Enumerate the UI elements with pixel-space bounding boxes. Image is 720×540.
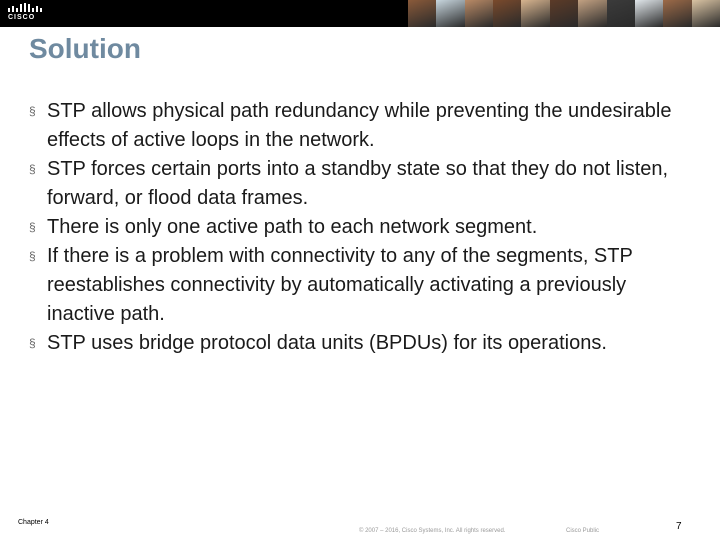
cisco-bridge-icon: [8, 3, 42, 12]
bullet-text: STP allows physical path redundancy while preventing the undesirable effects of active loops in the network.: [47, 100, 672, 151]
header-photo: [635, 0, 663, 27]
footer-copyright: © 2007 – 2016, Cisco Systems, Inc. All rights reserved.: [359, 528, 506, 534]
header-photo: [521, 0, 549, 27]
bullet-item: [29, 213, 699, 242]
footer-chapter: Chapter 4: [18, 519, 49, 526]
bullet-item: [29, 329, 699, 358]
page-number: 7: [676, 521, 682, 532]
bullet-marker-icon: §: [29, 220, 36, 234]
cisco-logo: [7, 3, 43, 23]
cisco-wordmark: CISCO: [8, 14, 36, 21]
slide-title: Solution: [29, 33, 141, 64]
bullet-marker-icon: §: [29, 162, 36, 176]
bullet-marker-icon: §: [29, 104, 36, 118]
bullet-item: [29, 242, 699, 329]
header-photo-strip: [408, 0, 720, 27]
header-photo: [408, 0, 436, 27]
bullet-text: STP forces certain ports into a standby state so that they do not listen, forward, or flood data frames.: [47, 158, 669, 209]
bullet-item: [29, 155, 699, 213]
bullet-marker-icon: §: [29, 249, 36, 263]
header-photo: [578, 0, 606, 27]
bullet-text: STP uses bridge protocol data units (BPDUs) for its operations.: [47, 332, 607, 354]
header-photo: [550, 0, 578, 27]
footer-classification: Cisco Public: [566, 528, 600, 534]
header-photo: [436, 0, 464, 27]
header-photo: [465, 0, 493, 27]
header-photo: [607, 0, 635, 27]
bullet-marker-icon: §: [29, 336, 36, 350]
bullet-list: [29, 97, 699, 358]
header-photo: [493, 0, 521, 27]
header-photo: [663, 0, 691, 27]
bullet-item: [29, 97, 699, 155]
bullet-text: There is only one active path to each network segment.: [47, 216, 538, 238]
header-band: [0, 0, 720, 27]
bullet-text: If there is a problem with connectivity to any of the segments, STP reestablishes connectivity by automatically activating a previously inactive path.: [47, 245, 633, 325]
header-photo: [692, 0, 720, 27]
